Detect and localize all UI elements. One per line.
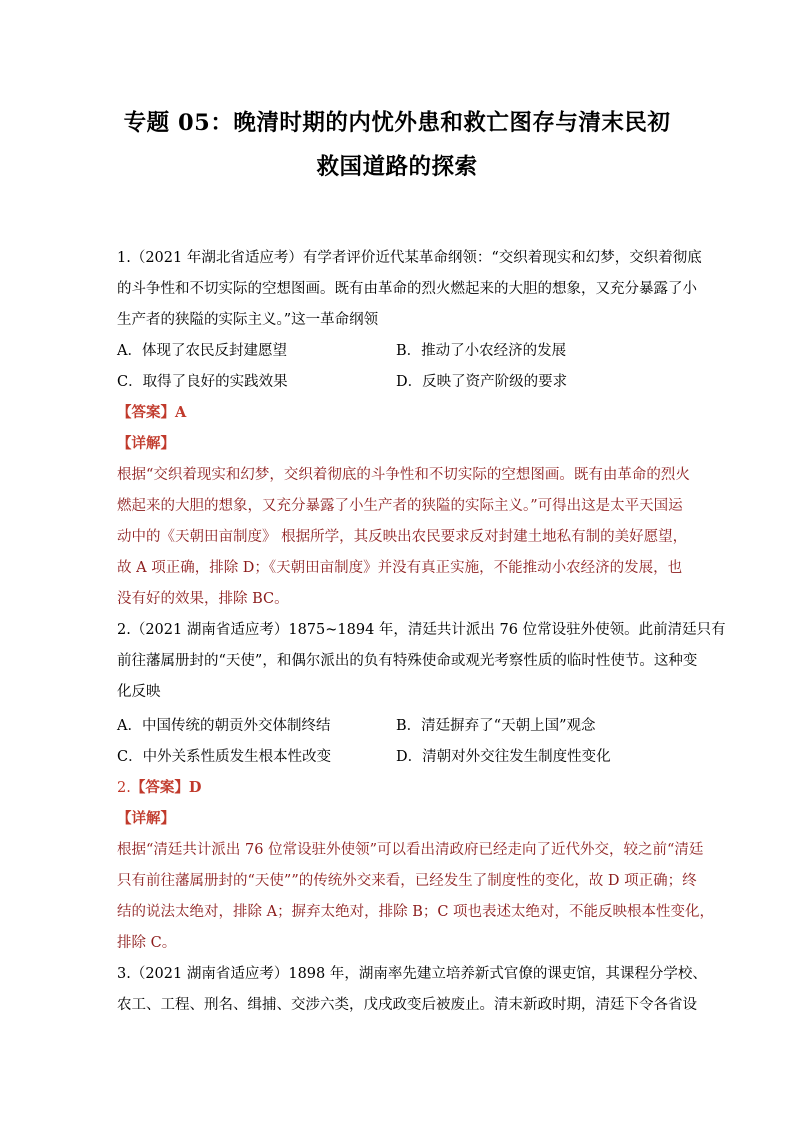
q1-explanation-line: 故 A 项正确，排除 D；《天朝田亩制度》并没有真正实施，不能推动小农经济的发展，也 — [117, 560, 683, 576]
q1-option-c: C．取得了良好的实践效果 — [117, 374, 288, 390]
q1-option-b: B．推动了小农经济的发展 — [396, 343, 567, 359]
q2-stem-line: 化反映 — [117, 684, 161, 700]
q1-detail-heading: 【详解】 — [117, 435, 175, 452]
q1-explanation-line: 燃起来的大胆的想象，又充分暴露了小生产者的狭隘的实际主义。”可得出这是太平天国运 — [117, 498, 683, 514]
q2-answer-tag: 【答案】D — [130, 779, 202, 796]
q1-explanation-line: 根据“交织着现实和幻梦，交织着彻底的斗争性和不切实际的空想图画。既有由革命的烈火 — [117, 467, 690, 483]
page-title — [100, 101, 694, 189]
q2-detail-heading: 【详解】 — [117, 810, 175, 827]
q2-explanation-line: 结的说法太绝对，排除 A；摒弃太绝对，排除 B；C 项也表述太绝对，不能反映根本性变化， — [117, 904, 715, 920]
q2-option-a: A．中国传统的朝贡外交体制终结 — [117, 718, 331, 734]
q1-answer: 【答案】A — [117, 404, 187, 421]
q2-stem-line: 2.（2021 湖南省适应考）1875~1894 年，清廷共计派出 76 位常设驻外使领。此前清廷只有 — [117, 622, 726, 638]
q2-option-c: C．中外关系性质发生根本性改变 — [117, 749, 332, 765]
q2-option-d: D．清朝对外交往发生制度性变化 — [396, 749, 611, 765]
q2-answer — [117, 778, 201, 798]
q2-answer-prefix: 2. — [117, 780, 131, 796]
q2-explanation-line: 排除 C。 — [117, 935, 177, 951]
q3-stem-line: 农工、工程、刑名、缉捕、交涉六类，戊戌政变后被废止。清末新政时期，清廷下令各省设 — [117, 997, 697, 1013]
q1-stem-line: 的斗争性和不切实际的空想图画。既有由革命的烈火燃起来的大胆的想象，又充分暴露了小 — [117, 281, 697, 297]
q1-explanation-line: 没有好的效果，排除 BC。 — [117, 591, 289, 607]
q2-stem-line: 前往藩属册封的“天使”，和偶尔派出的负有特殊使命或观光考察性质的临时性使节。这种变 — [117, 653, 698, 669]
q2-explanation-line: 只有前往藩属册封的“天使””的传统外交来看，已经发生了制度性的变化，故 D 项正确；终 — [117, 873, 697, 889]
title-line-1: 专题 05：晚清时期的内忧外患和救亡图存与清末民初 — [123, 110, 671, 136]
q1-option-a: A．体现了农民反封建愿望 — [117, 343, 287, 359]
q2-option-b: B．清廷摒弃了“天朝上国”观念 — [396, 718, 596, 734]
q1-explanation-line: 动中的《天朝田亩制度》 根据所学，其反映出农民要求反对封建土地私有制的美好愿望， — [117, 529, 688, 545]
q2-explanation-line: 根据“清廷共计派出 76 位常设驻外使领”可以看出清政府已经走向了近代外交，较之前“清廷 — [117, 842, 704, 858]
q1-stem-line: 1.（2021 年湖北省适应考）有学者评价近代某革命纲领：“交织着现实和幻梦，交织着彻底 — [117, 250, 702, 266]
q1-stem-line: 生产者的狭隘的实际主义。”这一革命纲领 — [117, 312, 379, 328]
q3-stem-line: 3.（2021 湖南省适应考）1898 年，湖南率先建立培养新式官僚的课吏馆，其课程分学校、 — [117, 966, 707, 982]
title-line-2: 救国道路的探索 — [316, 154, 478, 180]
q1-option-d: D．反映了资产阶级的要求 — [396, 374, 568, 390]
